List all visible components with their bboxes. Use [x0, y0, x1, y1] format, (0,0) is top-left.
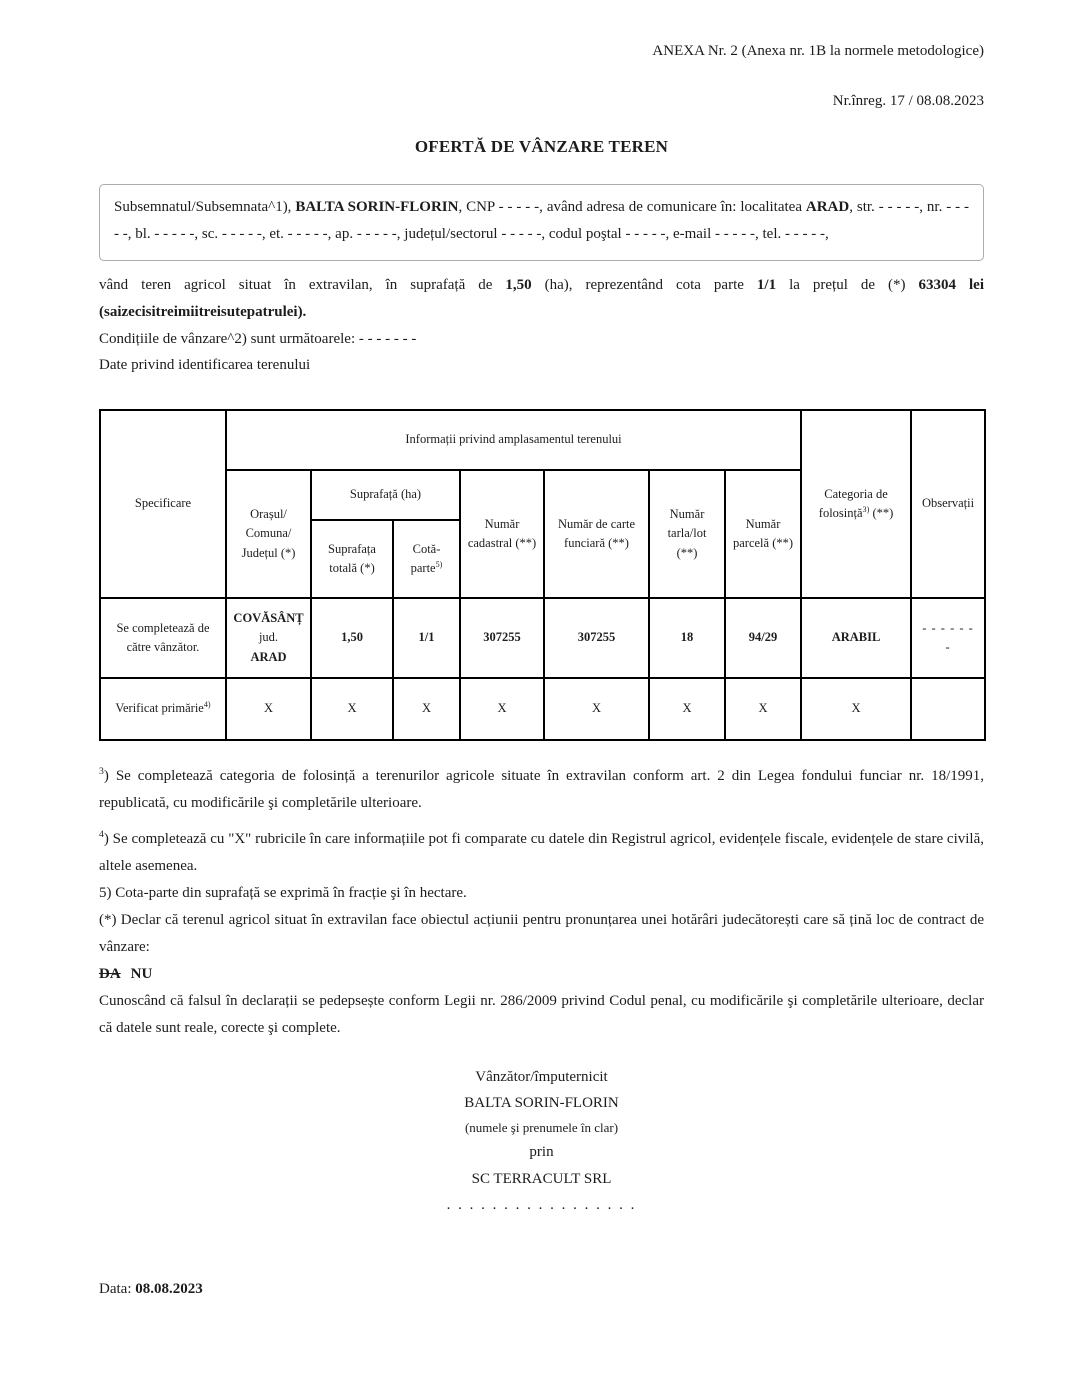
intro-text-3: , str. - - - - -, nr. - - - - -, bl. - - - - -, sc. - - - - -, et. - - - - -, ap. - - - - -, județul/sectorul - - - - -, codul poştal - - - - -, e-mail - - - - -, tel. - - - - -,	[114, 199, 969, 242]
footnote-4-text: ) Se completează cu "X" rubricile în care informațiile pot fi comparate cu datele din Registrul agricol, evidențele fiscale, evidențele de stare civilă, altele asemenea.	[99, 831, 984, 875]
seller-cota: 1/1	[393, 598, 460, 678]
registration-number: Nr.înreg. 17 / 08.08.2023	[832, 92, 984, 109]
verify-label-sup: 4)	[203, 700, 211, 710]
header-specificare: Specificare	[100, 410, 226, 598]
court-declaration: (*) Declar că terenul agricol situat în extravilan face obiectul acțiunii pentru pronunțarea unei hotărâri judecătorești care să țină loc de contract de vânzare:	[99, 912, 984, 956]
subscriber-paragraph	[114, 194, 969, 247]
verify-label-text: Verificat primărie	[115, 701, 204, 716]
sale-text-1: vând teren agricol situat în extravilan, în suprafață de	[99, 277, 506, 294]
seller-carte: 307255	[544, 598, 649, 678]
verify-mark-6: X	[649, 678, 725, 740]
seller-location-cell	[226, 598, 311, 678]
signature-hint: (numele şi prenumele în clar)	[464, 1119, 619, 1135]
sale-text-2: (ha), reprezentând cota parte	[531, 277, 757, 294]
sale-text-5: ).	[297, 304, 307, 321]
header-suprafata-totala: Suprafața totală (*)	[311, 520, 393, 598]
verify-mark-4: X	[460, 678, 544, 740]
seller-suprafata: 1,50	[311, 598, 393, 678]
signature-role: Vânzător/împuternicit	[475, 1069, 608, 1086]
penalty-declaration: Cunoscând că falsul în declarații se pedepsește conform Legii nr. 286/2009 privind Codul penal, cu modificările şi completările ulterioare, declar că datele sunt reale, corecte şi complete.	[99, 993, 984, 1037]
verify-mark-2: X	[311, 678, 393, 740]
sale-share: 1/1	[756, 277, 777, 294]
footnote-3-text: ) Se completează categoria de folosință a terenurilor agricole situate în extravilan conform art. 2 din Legea fondului funciar nr. 18/1991, republicată, cu modificările şi completările ulterioare.	[99, 768, 984, 812]
land-identification-table	[99, 409, 986, 741]
verify-mark-7: X	[725, 678, 801, 740]
seller-cadastral: 307255	[460, 598, 544, 678]
seller-locality: ARAD	[805, 199, 850, 215]
seller-row-label: Se completează de către vânzător.	[100, 598, 226, 678]
verify-row-label	[100, 678, 226, 740]
header-cota-text: Cotă-parte	[410, 541, 441, 576]
sale-area: 1,50	[505, 277, 532, 294]
sale-price-words: saizecisitreimiitreisutepatrulei	[104, 304, 298, 321]
seller-tarla: 18	[649, 598, 725, 678]
subscriber-box	[99, 184, 984, 261]
sale-text-4: (	[99, 304, 104, 321]
date-value: 08.08.2023	[135, 1281, 203, 1298]
footnote-4	[99, 826, 984, 880]
header-suprafata-group: Suprafață (ha)	[311, 470, 460, 520]
header-info-group: Informații privind amplasamentul terenului	[226, 410, 801, 470]
verify-row	[100, 678, 985, 740]
verify-mark-1: X	[226, 678, 311, 740]
intro-text-1: Subsemnatul/Subsemnata^1),	[114, 199, 296, 215]
conditions-line: Condițiile de vânzare^2) sunt următoarele: - - - - - - -	[99, 330, 417, 347]
verify-mark-3: X	[393, 678, 460, 740]
date-line	[99, 1280, 984, 1300]
seller-jud: jud.	[258, 630, 279, 645]
header-numar-cadastral: Număr cadastral (**)	[460, 470, 544, 598]
header-observatii: Observații	[911, 410, 985, 598]
header-categoria-sup: 3)	[862, 504, 870, 514]
seller-categoria: ARABIL	[801, 598, 911, 678]
header-categoria-text: Categoria de folosință	[818, 486, 888, 521]
annex-heading: ANEXA Nr. 2 (Anexa nr. 1B la normele metodologice)	[652, 43, 984, 59]
land-id-line: Date privind identificarea terenului	[99, 357, 311, 374]
seller-data-row	[100, 598, 985, 678]
signature-company: SC TERRACULT SRL	[471, 1170, 612, 1187]
signature-dotted-line: . . . . . . . . . . . . . . . . .	[446, 1196, 637, 1213]
da-nu-line	[99, 961, 984, 988]
seller-parcela: 94/29	[725, 598, 801, 678]
da-option-struck: DA	[99, 966, 121, 983]
date-label: Data:	[99, 1281, 136, 1298]
nu-option: NU	[130, 966, 153, 983]
seller-city: COVĂSÂNȚ	[233, 611, 304, 626]
sale-paragraph	[99, 272, 984, 325]
header-numar-parcela: Număr parcelă (**)	[725, 470, 801, 598]
footnote-4-sup: 4	[99, 829, 104, 841]
header-numar-tarla: Număr tarla/lot (**)	[649, 470, 725, 598]
header-cota-parte	[393, 520, 460, 598]
signature-prin: prin	[529, 1144, 554, 1161]
signature-name: BALTA SORIN-FLORIN	[464, 1095, 619, 1112]
header-categoria	[801, 410, 911, 598]
sale-text-3: la prețul de (*)	[776, 277, 919, 294]
footnote-3	[99, 763, 984, 817]
seller-county: ARAD	[250, 649, 287, 664]
header-orasul: Orașul/ Comuna/ Județul (*)	[226, 470, 311, 598]
header-numar-carte: Număr de carte funciară (**)	[544, 470, 649, 598]
sale-price: 63304 lei	[918, 277, 984, 294]
footnote-3-sup: 3	[99, 766, 104, 778]
header-categoria-suffix: (**)	[869, 506, 894, 521]
seller-name: BALTA SORIN-FLORIN	[295, 199, 459, 215]
verify-mark-8: X	[801, 678, 911, 740]
verify-observatii-empty	[911, 678, 985, 740]
seller-observatii: - - - - - - -	[911, 598, 985, 678]
intro-text-2: , CNP - - - - -, având adresa de comunicare în: localitatea	[458, 199, 806, 215]
verify-mark-5: X	[544, 678, 649, 740]
footnote-5: 5) Cota-parte din suprafață se exprimă în fracție şi în hectare.	[99, 885, 467, 902]
document-title: OFERTĂ DE VÂNZARE TEREN	[414, 137, 669, 156]
signature-block	[99, 1064, 984, 1218]
header-cota-sup: 5)	[435, 559, 443, 569]
